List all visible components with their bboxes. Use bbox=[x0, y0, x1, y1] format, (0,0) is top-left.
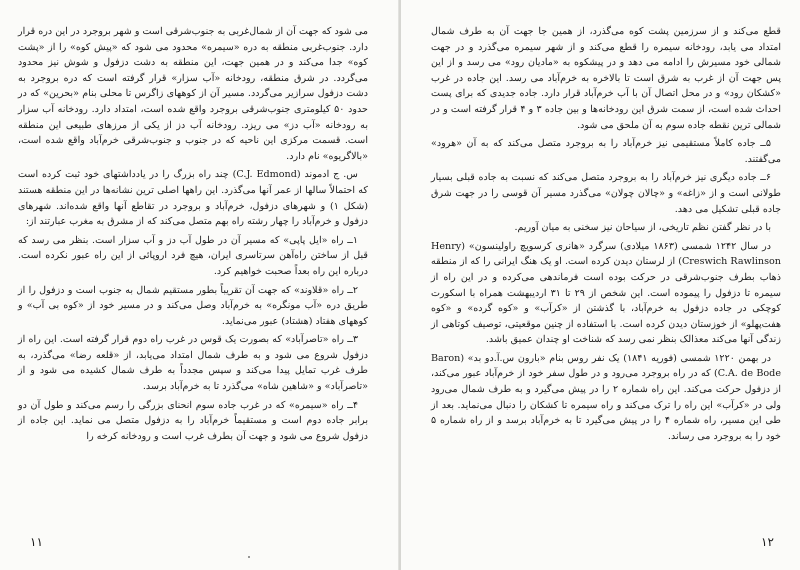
left-page-text bbox=[18, 24, 368, 447]
paragraph: در بهمن ۱۲۲۰ شمسی (فوریه ۱۸۴۱) یک نفر روس بنام «بارون س.آ.دو بد» (Baron C.A. de Bode) که در راه بروجرد می‌رود و در طول سفر خود از خرم‌آباد عبور می‌کند، از دزفول حرکت می‌کند. این راه شماره ۲ را در پیش می‌گیرد و به طرف شمال می‌رود ولی در «کرآب» این راه را ترک می‌کند و راه سیمره تا کشکان را دنبال می‌نماید. بعد از طی این مسیر، راه شماره ۴ را در پیش می‌گیرد تا به خرم‌آباد برسد و از راه شماره ۵ خود را به بروجرد می رساند. bbox=[431, 352, 781, 442]
paragraph: ۳ــ راه «تاصرآباد» که بصورت یک قوس در غرب راه دوم قرار گرفته است. این راه از دزفول شروع می شود و به طرف شمال امتداد می‌یابد، از «قلعه رضا» می‌گذرد، به طرف غرب تمایل پیدا می‌کند و سپس مجدداً به طرف شمال کشیده می شود و از «تاصرآباد» و «شاهین شاه» می‌گذرد تا به خرم‌آباد برسد. bbox=[18, 334, 368, 393]
paragraph: ۲ــ راه «قلاوند» که جهت آن تقریباً بطور مستقیم شمال به جنوب است و دزفول را از طریق دره «آب مونگره» به خرم‌آباد وصل می‌کند و در مسیر خود از «کوه بی آب» و کوههای هفتاد (هشتاد) عبور می‌نماید. bbox=[18, 284, 368, 327]
paragraph: ۶ــ جاده دیگری نیز خرم‌آباد را به بروجرد متصل می‌کند که نسبت به جاده قبلی بسیار طولانی است و از «زاغه» و «چالان چولان» می‌گذرد مسیر آن قوسی را در جهت شرق جاده قبلی تشکیل می دهد. bbox=[431, 172, 781, 215]
left-page bbox=[0, 0, 399, 570]
paragraph: ۱ــ راه «ایل پاپی» که مسیر آن در طول آب دز و آب سزار است. بنظر می رسد که قبل از ساختن راه‌آهن سرتاسری ایران، هیچ فرد اروپائی از این راه عبور نکرده است. درباره این راه بعداً صحبت خواهیم کرد. bbox=[18, 234, 368, 277]
paragraph: می شود که جهت آن از شمال‌غربی به جنوب‌شرقی است و شهر بروجرد در این دره قرار دارد. جنوب‌غربی منطقه به دره «سیمره» محدود می شود که «پیش کوه» را از «پشت کوه» جدا می‌کند و در همین جهت، این منطقه به دشت دزفول و شوش نیز محدود می‌گردد. در شرق منطقه، رودخانه «آب سزار» قرار گرفته است که دره بروجرد به دشت دزفول سرازیر می‌گردد. مسیر آن از کوههای زاگرس تا محلی بنام «بحرین» که در حدود ۵۰ کیلومتری جنوب‌شرقی بروجرد واقع شده است، امتداد دارد. رودخانه آب سزار به رودخانه «آب دز» می ریزد. رودخانه آب دز از یکی از مرزهای طبیعی این منطقه است. قسمت مرکزی این ناحیه که در جنوب و جنوب‌شرقی خرم‌آباد واقع شده است، «بالاگریوه» نام دارد. bbox=[18, 26, 368, 162]
page-number: ۱۱ bbox=[30, 535, 43, 549]
paragraph: س. ج ادموند (C.J. Edmond) چند راه بزرگ را در یادداشتهای خود ثبت کرده است که احتمالاً سالها از عمر آنها می‌گذرد. این راهها اصلی ترین نشانه‌ها در این منطقه هستند (شکل ۱) و شهرهای دزفول، خرم‌آباد و بروجرد در تقاطع آنها واقع شده‌اند. شهرهای دزفول و خرم‌آباد را چهار رشته راه بهم متصل می‌کند که از مشرق به مغرب عبارتند از: bbox=[18, 169, 368, 228]
speck bbox=[248, 556, 250, 558]
paragraph: در سال ۱۲۴۲ شمسی (۱۸۶۳ میلادی) سرگرد «هانری کرسویچ راولینسون» (Henry Creswich Rawlinson) از لرستان دیدن کرده است. او یک هنگ ایرانی را که از منطقه ذهاب بطرف جنوب‌شرقی در حرکت بوده است فرماندهی می‌کرده و در این راه از سیمره تا دزفول را پیموده است. این شخص از ۲۹ تا ۳۱ اردیبهشت همراه با اسکورت کوچکی در جاده دزفول به خرم‌آباد، با گذشتن از «کرآب» و «کوه گرده» و «کوه هفت‌پهلو» از خوزستان دیدن کرده است. با استفاده از چنین موقعیتی، توصیف کوتاهی از زندگی آنها می‌کند معذالک بنظر نمی رسد که شناخت او چندان عمیق باشد. bbox=[431, 240, 781, 346]
paragraph: ۵ــ جاده کاملاً مستقیمی نیز خرم‌آباد را به بروجرد متصل می‌کند که به آن «هرود» می‌گفتند. bbox=[431, 138, 781, 165]
paragraph: قطع می‌کند و از سرزمین پشت کوه می‌گذرد، از همین جا جهت آن به طرف شمال امتداد می یابد، رودخانه سیمره را قطع می‌کند و از شهر سیمره می‌گذرد و در جهت شمالی خود مسیرش را ادامه می دهد و در پیشکوه به «مادیان رود» می رسد و از این پس جهت آن از غرب به شرق است تا بالاخره به خرم‌آباد می رسد. این جاده در غرب «کشکان رود» و در محل اتصال آن با آب خرم‌آباد قرار دارد. جاده جدیدی که برای پست احداث شده است، از سمت شرق این رودخانه‌ها و بین جاده ۳ و ۴ قرار گرفته است و در شمالی ترین نقطه جاده سوم به آن ملحق می شود. bbox=[431, 26, 782, 131]
paragraph: ۴ــ راه «سیمره» که در غرب جاده سوم انحنای بزرگی را رسم می‌کند و طول آن دو برابر جاده دوم است و مستقیماً خرم‌آباد را به دزفول متصل می نماید. این جاده از دزفول شروع می شود و جهت آن بطرف غرب است و رودخانه کرخه را bbox=[18, 399, 368, 442]
paragraph: با در نظر گفتن نظم تاریخی، از سیاحان نیز سخنی به میان آوریم. bbox=[514, 222, 771, 234]
right-page-text bbox=[431, 24, 781, 447]
page-number: ۱۲ bbox=[761, 535, 774, 549]
right-page bbox=[401, 0, 800, 570]
